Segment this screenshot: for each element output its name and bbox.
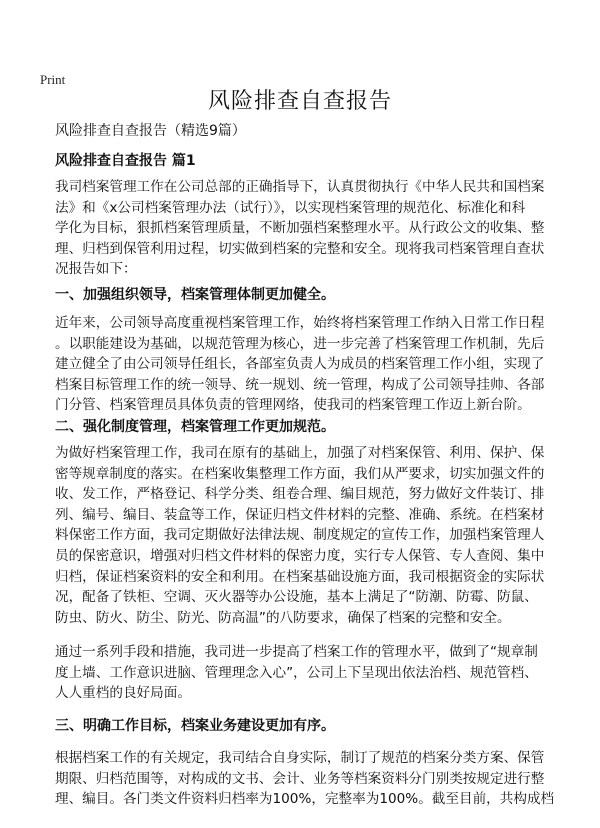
text-line: 通过一系列手段和措施，我司进一步提高了档案工作的管理水平，做到了“规章制 (55, 644, 538, 660)
text-line: 员的保密意识，增强对归档文件材料的保密力度，实行专人保管、专人查阅、集中 (55, 547, 545, 564)
paragraph-5 (55, 748, 555, 810)
text-line: 期限、归档范围等，对构成的文书、会计、业务等档案资料分门别类按规定进行整 (55, 770, 545, 787)
paragraph-4 (55, 642, 555, 704)
text-line: 密等规章制度的落实。在档案收集整理工作方面，我们从严要求，切实加强文件的 (55, 465, 545, 482)
section-heading-3: 三、明确工作目标，档案业务建设更加有序。 (55, 718, 335, 734)
text-line: 列、编号、编目、装盒等工作，保证归档文件材料的完整、准确、系统。在档案材 (55, 506, 545, 523)
text-line: 归档，保证档案资料的安全和利用。在档案基础设施方面，我司根据资金的实际状 (55, 568, 545, 585)
text-line: 理、归档到保管利用过程，切实做到档案的完整和安全。现将我司档案管理自查状 (55, 240, 545, 257)
text-line: 。以职能建设为基础，以规范管理为核心，进一步完善了档案管理工作机制，先后 (55, 335, 545, 352)
text-line: 料保密工作方面，我司定期做好法律法规、制度规定的宣传工作，加强档案管理人 (55, 527, 545, 544)
section-heading-2: 二、强化制度管理，档案管理工作更加规范。 (55, 419, 335, 435)
page-title: 风险排查自查报告 (207, 89, 392, 114)
paragraph-2 (55, 313, 555, 416)
text-line: 我司档案管理工作在公司总部的正确指导下，认真贯彻执行《中华人民共和国档案 (55, 179, 545, 195)
section-heading-1: 一、加强组织领导，档案管理体制更加健全。 (55, 287, 335, 303)
paragraph-3 (55, 443, 555, 628)
text-line: 门分管、档案管理员具体负责的管理网络，使我司的档案管理工作迈上新台阶。 (55, 397, 531, 414)
text-line: 根据档案工作的有关规定，我司结合自身实际，制订了规范的档案分类方案、保管 (55, 750, 545, 766)
text-line: 学化为目标，狠抓档案管理质量，不断加强档案整理水平。从行政公文的收集、整 (55, 220, 545, 237)
text-line: 理、编目。各门类文件资料归档率为100%，完整率为100%。截至目前，共构成档 (55, 791, 555, 808)
paragraph-1 (55, 177, 555, 280)
text-line: 人人重档的良好局面。 (55, 685, 191, 702)
text-line: 为做好档案管理工作，我司在原有的基础上，加强了对档案保管、利用、保护、保 (55, 445, 545, 461)
text-line: 况报告如下： (55, 261, 137, 278)
text-line: 收、发工作，严格登记、科学分类、组卷合理、编目规范，努力做好文件装订、排 (55, 486, 545, 503)
text-line: 近年来，公司领导高度重视档案管理工作，始终将档案管理工作纳入日常工作日程 (55, 315, 545, 331)
text-line: 防虫、防火、防尘、防光、防高温”的八防要求，确保了档案的完整和安全。 (55, 609, 511, 626)
text-line: 度上墙、工作意识进脑、管理理念入心”，公司上下呈现出依法治档、规范管档、 (55, 664, 538, 681)
article-heading: 风险排查自查报告 篇1 (55, 153, 196, 169)
text-line: 建立健全了由公司领导任组长，各部室负责人为成员的档案管理工作小组，实现了 (55, 356, 545, 373)
text-line: 档案目标管理工作的统一领导、统一规划、统一管理，构成了公司领导挂帅、各部 (55, 376, 545, 393)
print-link[interactable]: Print (40, 72, 66, 87)
document-subtitle: 风险排查自查报告（精选9篇） (55, 123, 246, 139)
text-line: 况，配备了铁柜、空调、灭火器等办公设施，基本上满足了“防潮、防霉、防鼠、 (55, 589, 538, 606)
text-line: 法》和《x公司档案管理办法（试行）》，以实现档案管理的规范化、标准化和科 (55, 199, 526, 216)
